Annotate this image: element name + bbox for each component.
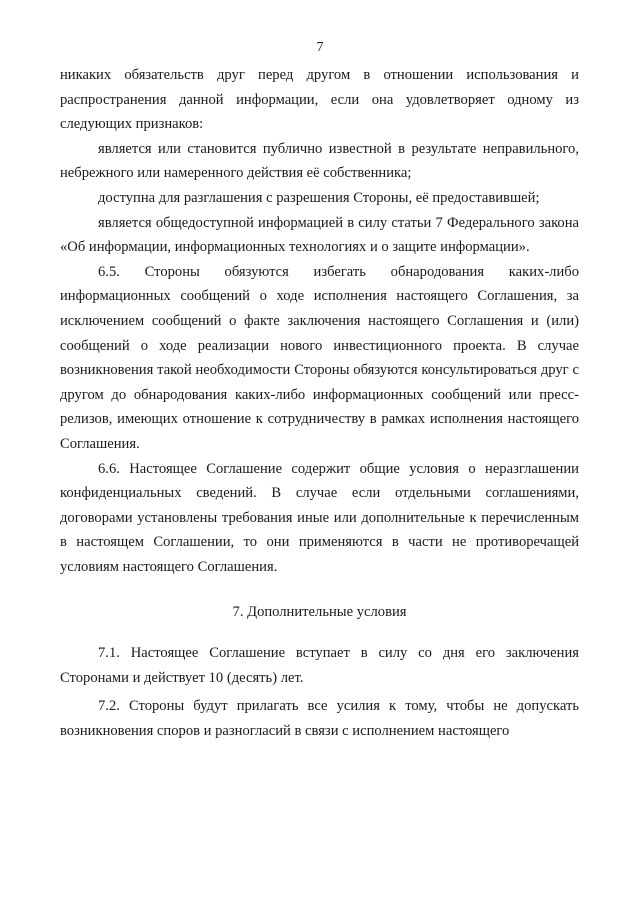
page-number: 7 bbox=[316, 40, 324, 55]
paragraph-criterion-1: является или становится публично известной в результате неправильного, небрежного или намеренного действия её собственника; bbox=[60, 140, 579, 182]
section-7-heading: 7. Дополнительные условия bbox=[232, 604, 407, 621]
paragraph-criterion-2: доступна для разглашения с разрешения Стороны, её предоставившей; bbox=[98, 189, 540, 206]
paragraph-6-5: 6.5. Стороны обязуются избегать обнародования каких-либо информационных сообщений о ходе исполнения настоящего Соглашения, за исключением сообщений о факте заключения настоящего Соглашения и (или) сообщений о ходе реализации нового инвестиционного проекта. В случае возникновения такой необходимости Стороны обязуются консультироваться друг с другом до обнародования каких-либо информационных сообщений или пресс-релизов, имеющих отношение к сотрудничеству в рамках исполнения настоящего Соглашения. bbox=[60, 263, 579, 452]
paragraph-7-2: 7.2. Стороны будут прилагать все усилия к тому, чтобы не допускать возникновения споров и разногласий в связи с исполнением настоящего bbox=[60, 698, 579, 739]
paragraph-6-6: 6.6. Настоящее Соглашение содержит общие условия о неразглашении конфиденциальных сведений. В случае если отдельными соглашениями, договорами установлены требования иные или дополнительные к перечисленным в настоящем Соглашении, то они применяются в части не противоречащей условиям настоящего Соглашения. bbox=[60, 460, 579, 575]
paragraph-criterion-3: является общедоступной информацией в силу статьи 7 Федерального закона «Об информации, информационных технологиях и о защите информации». bbox=[60, 214, 579, 256]
paragraph-7-1: 7.1. Настоящее Соглашение вступает в силу со дня его заключения Сторонами и действует 10 (десять) лет. bbox=[60, 645, 579, 686]
document-body bbox=[60, 63, 579, 743]
paragraph-continuation: никаких обязательств друг перед другом в отношении использования и распространения данной информации, если она удовлетворяет одному из следующих признаков: bbox=[60, 67, 579, 133]
